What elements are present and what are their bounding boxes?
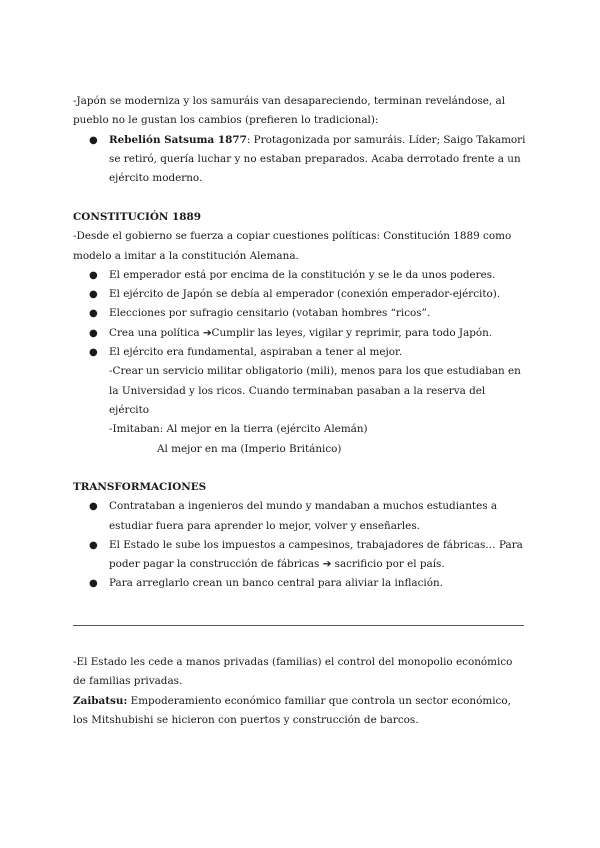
bullet-text: Para arreglarlo crean un banco central para aliviar la inflación. bbox=[109, 577, 443, 590]
bullet-text: El ejército era fundamental, aspiraban a tener al mejor. bbox=[109, 346, 403, 359]
final-paragraph: -El Estado les cede a manos privadas (familias) el control del monopolio económico de familias privadas. bbox=[73, 656, 513, 688]
bullet-text: El ejército de Japón se debía al emperador (conexión emperador-ejército). bbox=[109, 288, 501, 301]
bullet-icon: ● bbox=[89, 327, 98, 339]
intro-list bbox=[73, 131, 528, 189]
bullet-icon: ● bbox=[89, 501, 98, 513]
bullet-text: El Estado le sube los impuestos a campesinos, trabajadores de fábricas… Para poder pagar la construcción de fábricas ➔ sacrificio por el país. bbox=[109, 538, 523, 571]
bullet-icon: ● bbox=[89, 347, 98, 359]
bullet-bold-term: Rebelión Satsuma 1877 bbox=[109, 133, 247, 146]
bullet-icon: ● bbox=[89, 308, 98, 320]
list-item bbox=[73, 536, 528, 575]
list-item bbox=[73, 285, 528, 304]
bullet-icon: ● bbox=[89, 539, 98, 551]
bullet-icon: ● bbox=[89, 289, 98, 301]
bullet-icon: ● bbox=[89, 269, 98, 281]
transformaciones-list bbox=[73, 497, 528, 593]
intro-section bbox=[73, 92, 528, 188]
bullet-text: El emperador está por encima de la constitución y se le da unos poderes. bbox=[109, 268, 496, 281]
list-item bbox=[73, 343, 528, 362]
final-section bbox=[73, 653, 528, 730]
zaibatsu-paragraph bbox=[73, 692, 528, 731]
bullet-text: Contrataban a ingenieros del mundo y mandaban a muchos estudiantes a estudiar fuera para aprender lo mejor, volver y enseñarles. bbox=[109, 500, 498, 532]
list-item bbox=[73, 304, 528, 323]
bullet-text: Crea una política ➔Cumplir las leyes, vigilar y reprimir, para todo Japón. bbox=[109, 326, 493, 339]
sub-paragraph: -Imitaban: Al mejor en la tierra (ejército Alemán) bbox=[109, 423, 368, 436]
constitucion-list bbox=[73, 266, 528, 362]
bullet-text: Elecciones por sufragio censitario (votaban hombres “ricos”. bbox=[109, 307, 431, 320]
list-item bbox=[73, 324, 528, 343]
section-heading: TRANSFORMACIONES bbox=[73, 481, 207, 493]
bullet-icon: ● bbox=[89, 578, 98, 590]
sub-paragraph: -Crear un servicio militar obligatorio (mili), menos para los que estudiaban en la Universidad y los ricos. Cuando terminaban pasaban a la reserva del ejército bbox=[109, 365, 521, 416]
section-heading: CONSTITUCIÓN 1889 bbox=[73, 211, 201, 223]
sub-paragraph: Al mejor en ma (Imperio Británico) bbox=[157, 442, 342, 455]
zaibatsu-term: Zaibatsu: bbox=[73, 694, 128, 707]
bullet-icon: ● bbox=[89, 134, 98, 146]
intro-paragraph: -Japón se moderniza y los samuráis van desapareciendo, terminan revelándose, al pueblo no le gustan los cambios (prefieren lo tradicional): bbox=[73, 95, 506, 127]
constitucion-intro: -Desde el gobierno se fuerza a copiar cuestiones políticas: Constitución 1889 como modelo a imitar a la constitución Alemana. bbox=[73, 230, 512, 262]
zaibatsu-definition: Empoderamiento económico familiar que controla un sector económico, los Mitshubishi se hicieron con puertos y construcción de barcos. bbox=[73, 694, 511, 726]
bullet-text: : Protagonizada por samuráis. Líder; Saigo Takamori se retiró, quería luchar y no estaban preparados. Acaba derrotado frente a un ejército moderno. bbox=[109, 133, 526, 185]
horizontal-divider bbox=[73, 625, 524, 626]
list-item bbox=[73, 266, 528, 285]
list-item bbox=[73, 497, 528, 536]
transformaciones-section bbox=[73, 478, 528, 594]
constitucion-section bbox=[73, 208, 528, 459]
list-item bbox=[73, 131, 528, 189]
list-item bbox=[73, 574, 528, 593]
